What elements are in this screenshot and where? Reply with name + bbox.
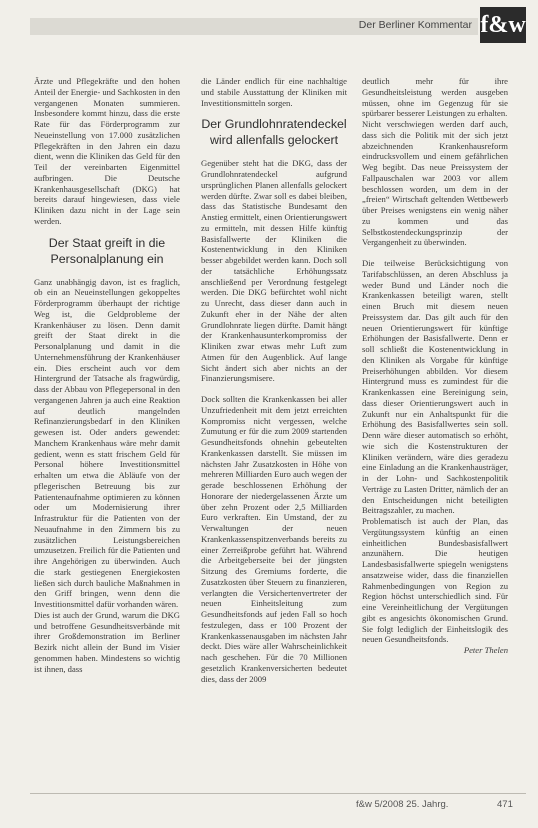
- footer-divider: [30, 793, 526, 794]
- author-signature: Peter Thelen: [463, 645, 508, 655]
- paragraph: Problematisch ist auch der Plan, das Vergütungssystem künftig an einen einheitlichen Bundesbasisfallwert anzunähern. Die heutigen Landesbasisfallwerte spiegeln wenigstens ansatzweise wider, dass die finanziellen Rahmenbedingungen von Region zu Region höchst unterschiedlich sind. Für eine Vereinheitlichung der Vergütungen gibt es angesichts ökonomischen Grund. Sie folgt lediglich der Einheitslogik des neuen Gesundheitsfonds.: [362, 516, 508, 645]
- paragraph: Die teilweise Berücksichtigung von Tarifabschlüssen, an deren Abschluss ja weder Bund und Länder noch die Krankenkassen beteiligt waren, stellt einen Bruch mit diesem neuen Preissystem dar. Das gilt auch für den neuen Orientierungswert für künftige Erhöhungen der Basisfallwerte. Denn er soll schließt die Kostenentwicklung in den Kliniken als Vorgabe für künftige Preiserhöhungen abbilden. Vor diesem Hintergrund muss es zumindest für die Krankenkassen eine Bereinigung sein, dass dieser Orientierungswert auch in Zukunft nur ein Anhaltspunkt für die Erhöhung des Basisfallwertes sein soll. Denn wäre dieser automatisch so erhöht, wie sich die Kostenstrukturen der Kliniken verändern, wäre dies geradezu eine Einladung an die Krankenhausträger, in der Lohn- und Sachkostenpolitik Verträge zu Lasten Dritter, nämlich der an den Entscheidungen nicht beteiligten Beitragszahler, zu machen.: [362, 258, 508, 516]
- paragraph-gap: [362, 248, 508, 258]
- column-2: [201, 76, 347, 684]
- paragraph: die Länder endlich für eine nachhaltige und stabile Ausstattung der Kliniken mit Investitionsmitteln sorgen.: [201, 76, 347, 108]
- publication-logo: f&w: [480, 7, 526, 43]
- paragraph: Nicht verschwiegen werden darf auch, dass sich die Politik mit der sich jetzt abzeichnenden Krankenhausreform eindrucksvollem und einem gefährlichen Weg begibt. Das neue Preissystem der Fallpauschalen war 2003 vor allem beschlossen worden, um dem in der „freien“ Wirtschaft geltenden Wettbewerb über Preises wenigstens ein wenig näher zu kommen und das Selbstkostendeckungsprinzip der Vergangenheit zu überwinden.: [362, 119, 508, 248]
- column-1: [34, 76, 180, 674]
- section-heading: Der Staat greift in die Personalplanung ein: [48, 235, 166, 266]
- page-number: 471: [497, 799, 513, 810]
- paragraph-gap: [201, 384, 347, 394]
- section-heading: Der Grundlohnratendeckel wird allenfalls gelockert: [201, 117, 347, 148]
- column-3: [362, 76, 508, 656]
- paragraph: Ärzte und Pflegekräfte und den hohen Anteil der Energie- und Sachkosten in den vergangenen Monaten summieren. Insbesondere kommt hinzu, dass die erste Rate für das Förderprogramm zur Neueinstellung von 17.000 zusätzlichen Pflegekräften in den Jahren ein dazu dient, wenn die Kliniken das Geld für den Teil der vereinbarten Eigenmittel aufbringen. Die Deutsche Krankenhausgesellschaft (DKG) hat bereits darauf hingewiesen, dass viele Kliniken dazu nicht in der Lage sein werden.: [34, 76, 180, 226]
- header-title: Der Berliner Kommentar: [358, 19, 472, 31]
- header-bar: [30, 18, 478, 35]
- paragraph: Ganz unabhängig davon, ist es fraglich, ob ein an Neueinstellungen gekoppeltes Förderprogramm überhaupt der richtige Weg ist, die Geldprobleme der Krankenhäuser zu lösen. Denn damit greift der Staat direkt in die Personalplanung und damit in die Unternehmensführung der Krankenhäuser ein. Dies erscheint auch vor dem Hintergrund der Tatsache als fragwürdig, dass der Abbau von Pflegepersonal in den vergangenen Jahren ja auch eine Reaktion auf deutlich mangelnden Refinanzierungsbedarf in den Kliniken gewesen ist. Oder anders gewendet: Manchem Krankenhaus wäre mehr damit gedient, wenn es statt frischem Geld für Personal höhere Investitionsmittel erhalten um etwa die Abläufe von der pflegerischen Betreuung bis zur Patientenaufnahme optimieren zu können oder um Modernisierung ihrer Infrastruktur für die Patienten von der Neuaufnahme in den Zimmern bis zu zusätzlichen Leistungsbereichen umzusetzen. Freilich für die Patienten und ihre Angehörigen zu überwinden. Auch die stark gestiegenen Energiekosten ließen sich durch bauliche Maßnahmen in den Griff bringen, wenn denn die Investitionsmittel dafür vorhanden wären.: [34, 276, 180, 609]
- paragraph: deutlich mehr für ihre Gesundheitsleistung werden ausgeben müssen, ohne im Gegenzug für sie spürbarer besserer Leistungen zu erhalten.: [362, 76, 508, 119]
- paragraph: Dock sollten die Krankenkassen bei aller Unzufriedenheit mit dem jetzt erreichten Kompromiss nicht vergessen, welche Zumutung er für die zum 2009 startenden Gesundheitsfonds ohnehin gebeutelten Krankenkassen darstellt. Sie müssen im nächsten Jahr Zusatzkosten in Höhe von mehreren Milliarden Euro auch wegen der gerade beschlossenen Erhöhung der Honorare der niedergelassenen Ärzte um über zehn Prozent oder 2,5 Milliarden Euro verkraften. Ein Umstand, der zu Verwaltungen der neuen Krankenkassenspitzenverbands bereits zu einer Zerreißprobe geführt hat. Während die Arbeitgeberseite bei der jüngsten Sitzung des Gremiums forderte, die Zusatzkosten über Steuern zu finanzieren, verlangten die Versichertenvertreter der neuen Einheitsleitung zum Gesundheitsfonds auf jeden Fall so hoch festzulegen, dass er 100 Prozent der Krankenkassenausgaben im nächsten Jahr deckt. Dies wäre aller Wahrscheinlichkeit nach geschehen. Für die 70 Millionen gesetzlich Krankenversicherten bedeutet dies, dass der 2009: [201, 394, 347, 684]
- paragraph: Dies ist auch der Grund, warum die DKG und betroffene Gesundheitsverbände mit ihrer Großdemonstration im Berliner Bezirk nicht allein der Bund im Visier genommen haben. Mindestens so wichtig ist ihnen, dass: [34, 609, 180, 674]
- paragraph: Gegenüber steht hat die DKG, dass der Grundlohnratendeckel aufgrund ursprünglichen Planen allenfalls gelockert werden dürfte. Zwar soll es dabei bleiben, dass das Statistische Bundesamt den Anstieg ermittelt, einen Orientierungswert zu ermitteln, mit dessen Hilfe künftig Basisfallwerte der Kliniken die Kostenentwicklung in den Kliniken besser abgebildet werden kann. Doch soll der tatsächliche Erhöhungssatz anschließend per Verordnung festgelegt werden. Die DKG befürchtet wohl nicht zu Unrecht, dass dieser dann auch in Zukunft eher in der Nähe der alten Grundlohnrate liegen dürfte. Damit hängt der Krankenhausunterkompromiss der Kliniken zwar etwas mehr Luft zum Atmen für den Augenblick. Auf lange Sicht ändert sich aber nichts an der Finanzierungsmisere.: [201, 158, 347, 384]
- footer-publication: f&w 5/2008 25. Jahrg.: [356, 799, 449, 810]
